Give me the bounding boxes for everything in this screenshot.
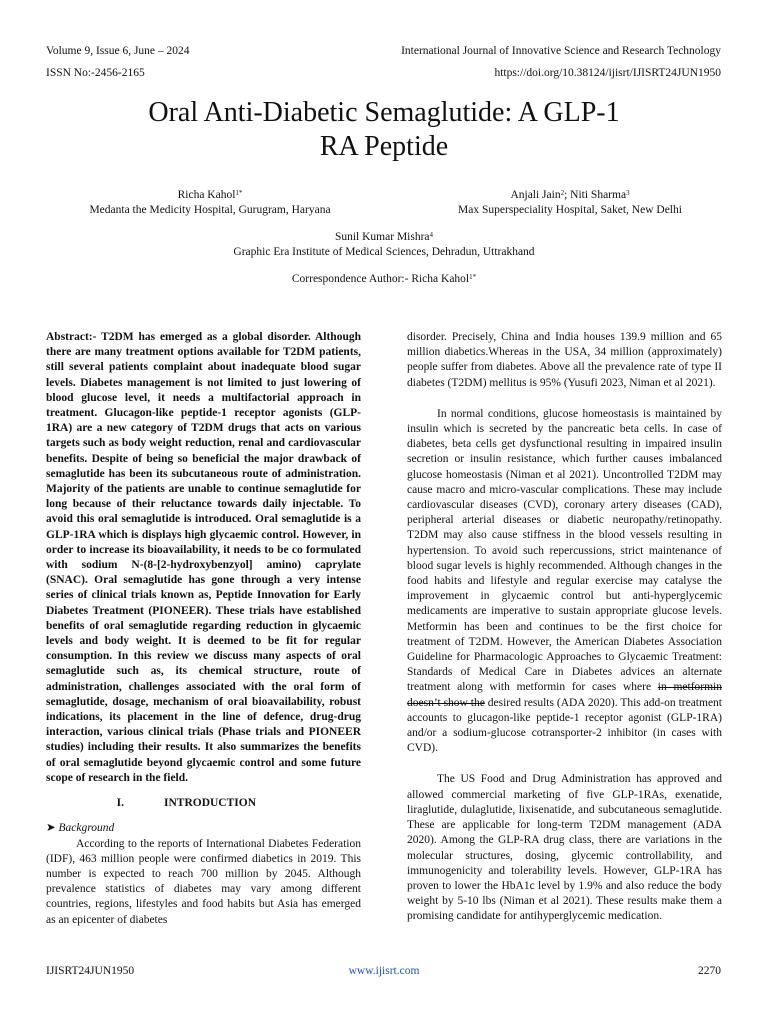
- affiliation-3: Graphic Era Institute of Medical Sciences, Dehradun, Uttrakhand: [233, 246, 535, 258]
- background-paragraph: According to the reports of International Diabetes Federation (IDF), 463 million people were confirmed diabetics in 2019. This number is expected to reach 700 million by 2045. Although prevalence statistics of diabetes may vary among different countries, regions, lifestyles and food habits but Asia has emerged as an epicenter of diabetes: [46, 837, 361, 926]
- page-number: 2270: [698, 965, 721, 977]
- paper-title: [40, 96, 728, 164]
- author-block-1: [40, 188, 380, 218]
- arrow-bullet-icon: ➤: [46, 822, 56, 835]
- section-heading-introduction: I. INTRODUCTION: [116, 797, 257, 810]
- subsection-background: ➤ Background: [46, 822, 115, 835]
- volume-info: Volume 9, Issue 6, June – 2024: [46, 45, 190, 57]
- author-block-2: [400, 188, 740, 218]
- right-column: [407, 330, 722, 925]
- paragraph-prevalence: disorder. Precisely, China and India houses 139.9 million and 65 million diabetics.Whereas in the USA, 34 million (approximately) people suffer from diabetes. Above all the prevalence rate of type II diabetes (T2DM) mellitus is 95% (Yusufi 2023, Niman et al 2021).: [407, 331, 722, 389]
- paragraph-fda: The US Food and Drug Administration has approved and allowed commercial marketing of five GLP-1RAs, exenatide, liraglutide, dulaglutide, lixisenatide, and subcutaneous semaglutide. These are applicable for long-term T2DM management (ADA 2020). Among the GLP-RA drug class, there are variations in the molecular structures, dosing, glycemic controllability, and immunogenicity and tolerability levels. However, GLP-1RA has proven to lower the HbA1c level by 1.9% and also reduce the body weight by 5-10 lbs (Niman et al 2021). These results make them a promising candidate for antihyperglycemic medication.: [407, 773, 722, 923]
- issn: ISSN No:-2456-2165: [46, 67, 145, 79]
- author-1: Richa Kahol$^{1*}$: [177, 189, 243, 201]
- footer-article-id: IJISRT24JUN1950: [46, 965, 135, 977]
- left-column: [46, 330, 361, 928]
- abstract: Abstract:- T2DM has emerged as a global disorder. Although there are many treatment options available for T2DM patients, still several patients complaint about inadequate blood sugar levels. Diabetes management is not limited to just lowering of blood glucose level, it needs a multifactorial approach in treatment. Glucagon-like peptide-1 receptor agonists (GLP-1RA) are a new category of T2DM drugs that acts on various targets such as body weight reduction, renal and cardiovascular benefits. Despite of being so beneficial the major drawback of semaglutide has been its subcutaneous route of administration. Majority of the patients are unable to continue semaglutide for long because of their reluctance towards daily injectable. To avoid this oral semaglutide is introduced. Oral semaglutide is a GLP-1RA which is displays high glycaemic control. However, in order to increase its bioavailability, it needs to be co formulated with sodium N-(8-[2-hydroxybenzyol] amino) caprylate (SNAC). Oral semaglutide has gone through a very intense series of clinical trials known as, Peptide Innovation for Early Diabetes Treatment (PIONEER). These trials have established benefits of oral semaglutide regarding reduction in glycaemic levels and body weight. It is deemed to be fit for regular consumption. In this review we discuss many aspects of oral semaglutide such as, its chemical structure, route of administration, challenges associated with the oral form of semaglutide, dosage, mechanism of oral bioavailability, robust indications, its placement in the line of defence, drug-drug interaction, various clinical trials (Phase trials and PIONEER studies) including their results. It also summarizes the benefits of oral semaglutide beyond glycaemic control and some future scope of research in the field.: [46, 331, 361, 784]
- author-4: Sunil Kumar Mishra$^4$: [334, 231, 434, 243]
- doi-link[interactable]: https://doi.org/10.38124/ijisrt/IJISRT24JUN1950: [494, 67, 721, 79]
- author-block-3: [40, 230, 728, 260]
- title-line-2: RA Peptide: [319, 131, 449, 162]
- paragraph-homeostasis: In normal conditions, glucose homeostasis is maintained by insulin which is secreted by the pancreatic beta cells. In case of diabetes, beta cells get dysfunctional resulting in impaired insulin secretion or insulin resistance, which further causes imbalanced glucose homeostasis (Niman et al 2021). Uncontrolled T2DM may cause macro and micro-vascular complications. These may include cardiovascular diseases (CVD), coronary artery diseases (CAD), peripheral arterial diseases or diabetic neuropathy/retinopathy. T2DM may also cause stiffness in the blood vessels resulting in hypertension. To avoid such repercussions, strict maintenance of blood sugar levels is highly recommended. Although changes in the food habits and lifestyle and regular exercise may catalyse the improvement in glycaemic control but anti-hyperglycemic medicaments are imperative to sustain appropriate glucose levels. Metformin has been and continues to be the first choice for treatment of T2DM. However, the American Diabetes Association Guideline for Pharmacologic Approaches to Glycaemic Treatment: Standards of Medical Care in Diabetes advices an alternate treatment along with metformin for cases where in metformin doesn’t show the desired results (ADA 2020). This add-on treatment accounts to glucagon-like peptide-1 receptor agonist (GLP-1RA) and/or a sodium-glucose cotransporter-2 inhibitor (in cases with CVD).: [407, 407, 722, 755]
- title-line-1: Oral Anti-Diabetic Semaglutide: A GLP-1: [148, 97, 620, 128]
- affiliation-1: Medanta the Medicity Hospital, Gurugram, Haryana: [89, 204, 331, 216]
- affiliation-2: Max Superspeciality Hospital, Saket, New Delhi: [458, 204, 682, 216]
- correspondence-author: Correspondence Author:- Richa Kahol$^{1*}$: [291, 273, 477, 285]
- journal-name: International Journal of Innovative Science and Research Technology: [401, 45, 721, 57]
- footer-site-link[interactable]: www.ijisrt.com: [348, 965, 420, 977]
- authors-2-3: Anjali Jain$^2$; Niti Sharma$^3$: [510, 189, 630, 201]
